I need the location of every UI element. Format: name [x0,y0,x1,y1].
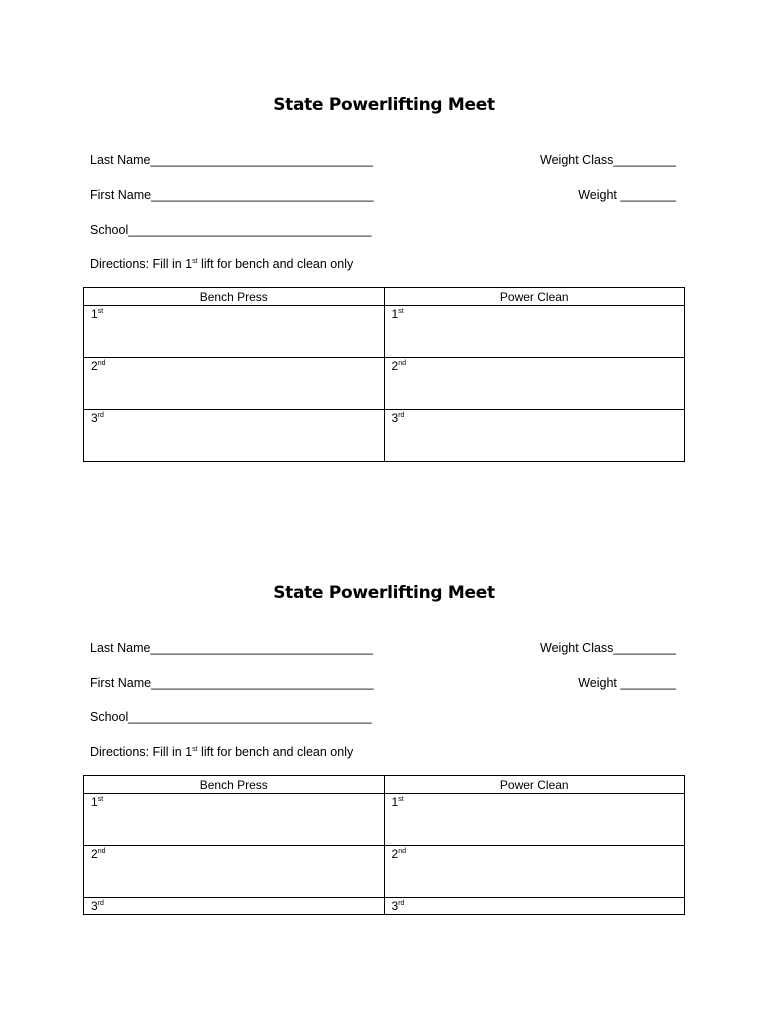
attempt-number: 1 [91,795,98,809]
attempt-suffix: st [398,308,404,315]
attempt-number: 2 [91,359,98,373]
weight-class-field[interactable]: Weight Class_________ [540,153,676,167]
bench-attempt-2-cell[interactable] [84,358,385,410]
attempt-number: 1 [91,307,98,321]
bench-attempt-3-cell[interactable] [84,898,385,915]
attempt-number: 1 [391,307,399,321]
form-title: State Powerlifting Meet [273,95,495,115]
weight-field[interactable]: Weight ________ [578,188,676,202]
bench-attempt-2-cell[interactable] [84,846,385,898]
attempt-suffix: rd [97,900,104,907]
last-name-field[interactable]: Last Name________________________________ [90,641,373,655]
directions-text [90,257,353,271]
first-name-field[interactable]: First Name________________________________ [90,188,374,202]
attempt-number: 3 [91,899,98,913]
attempt-number: 3 [391,411,399,425]
bench-press-header: Bench Press [84,288,385,306]
table-row [84,846,685,898]
table-row [84,794,685,846]
clean-attempt-2-cell[interactable] [384,358,685,410]
table-row [84,410,685,462]
attempt-suffix: rd [398,412,405,419]
attempt-suffix: nd [398,848,406,855]
attempt-suffix: st [398,796,404,803]
directions-superscript: st [192,745,198,753]
clean-attempt-3-cell[interactable] [384,898,685,915]
attempt-number: 3 [91,411,98,425]
attempt-suffix: nd [97,848,106,855]
attempt-number: 2 [91,847,98,861]
power-clean-header: Power Clean [384,776,685,794]
school-field[interactable]: School___________________________________ [90,710,372,724]
clean-attempt-1-cell[interactable] [384,306,685,358]
attempt-number: 2 [391,359,399,373]
directions-superscript: st [192,257,198,265]
attempt-number: 3 [391,899,399,913]
school-field[interactable]: School___________________________________ [90,223,372,237]
attempt-suffix: nd [97,360,106,367]
attempt-suffix: st [97,308,104,315]
clean-attempt-2-cell[interactable] [384,846,685,898]
directions-text-start: Directions: Fill in 1 [90,745,193,759]
bench-attempt-3-cell[interactable] [84,410,385,462]
directions-text-start: Directions: Fill in 1 [90,257,193,271]
directions-text-end: lift for bench and clean only [197,745,354,759]
table-row [84,306,685,358]
attempt-suffix: st [97,796,104,803]
last-name-field[interactable]: Last Name________________________________ [90,153,373,167]
lift-attempts-table [83,287,685,462]
directions-text [90,745,353,759]
bench-attempt-1-cell[interactable] [84,794,385,846]
directions-text-end: lift for bench and clean only [197,257,354,271]
power-clean-header: Power Clean [384,288,685,306]
attempt-suffix: rd [398,900,405,907]
form-title: State Powerlifting Meet [273,583,495,603]
first-name-field[interactable]: First Name________________________________ [90,676,374,690]
clean-attempt-3-cell[interactable] [384,410,685,462]
attempt-number: 2 [391,847,399,861]
attempt-number: 1 [391,795,399,809]
lift-attempts-table [83,775,685,915]
attempt-suffix: nd [398,360,406,367]
clean-attempt-1-cell[interactable] [384,794,685,846]
weight-field[interactable]: Weight ________ [578,676,676,690]
weight-class-field[interactable]: Weight Class_________ [540,641,676,655]
table-row [84,358,685,410]
table-header-row [84,776,685,794]
bench-press-header: Bench Press [84,776,385,794]
bench-attempt-1-cell[interactable] [84,306,385,358]
table-header-row [84,288,685,306]
table-row [84,898,685,915]
attempt-suffix: rd [97,412,104,419]
